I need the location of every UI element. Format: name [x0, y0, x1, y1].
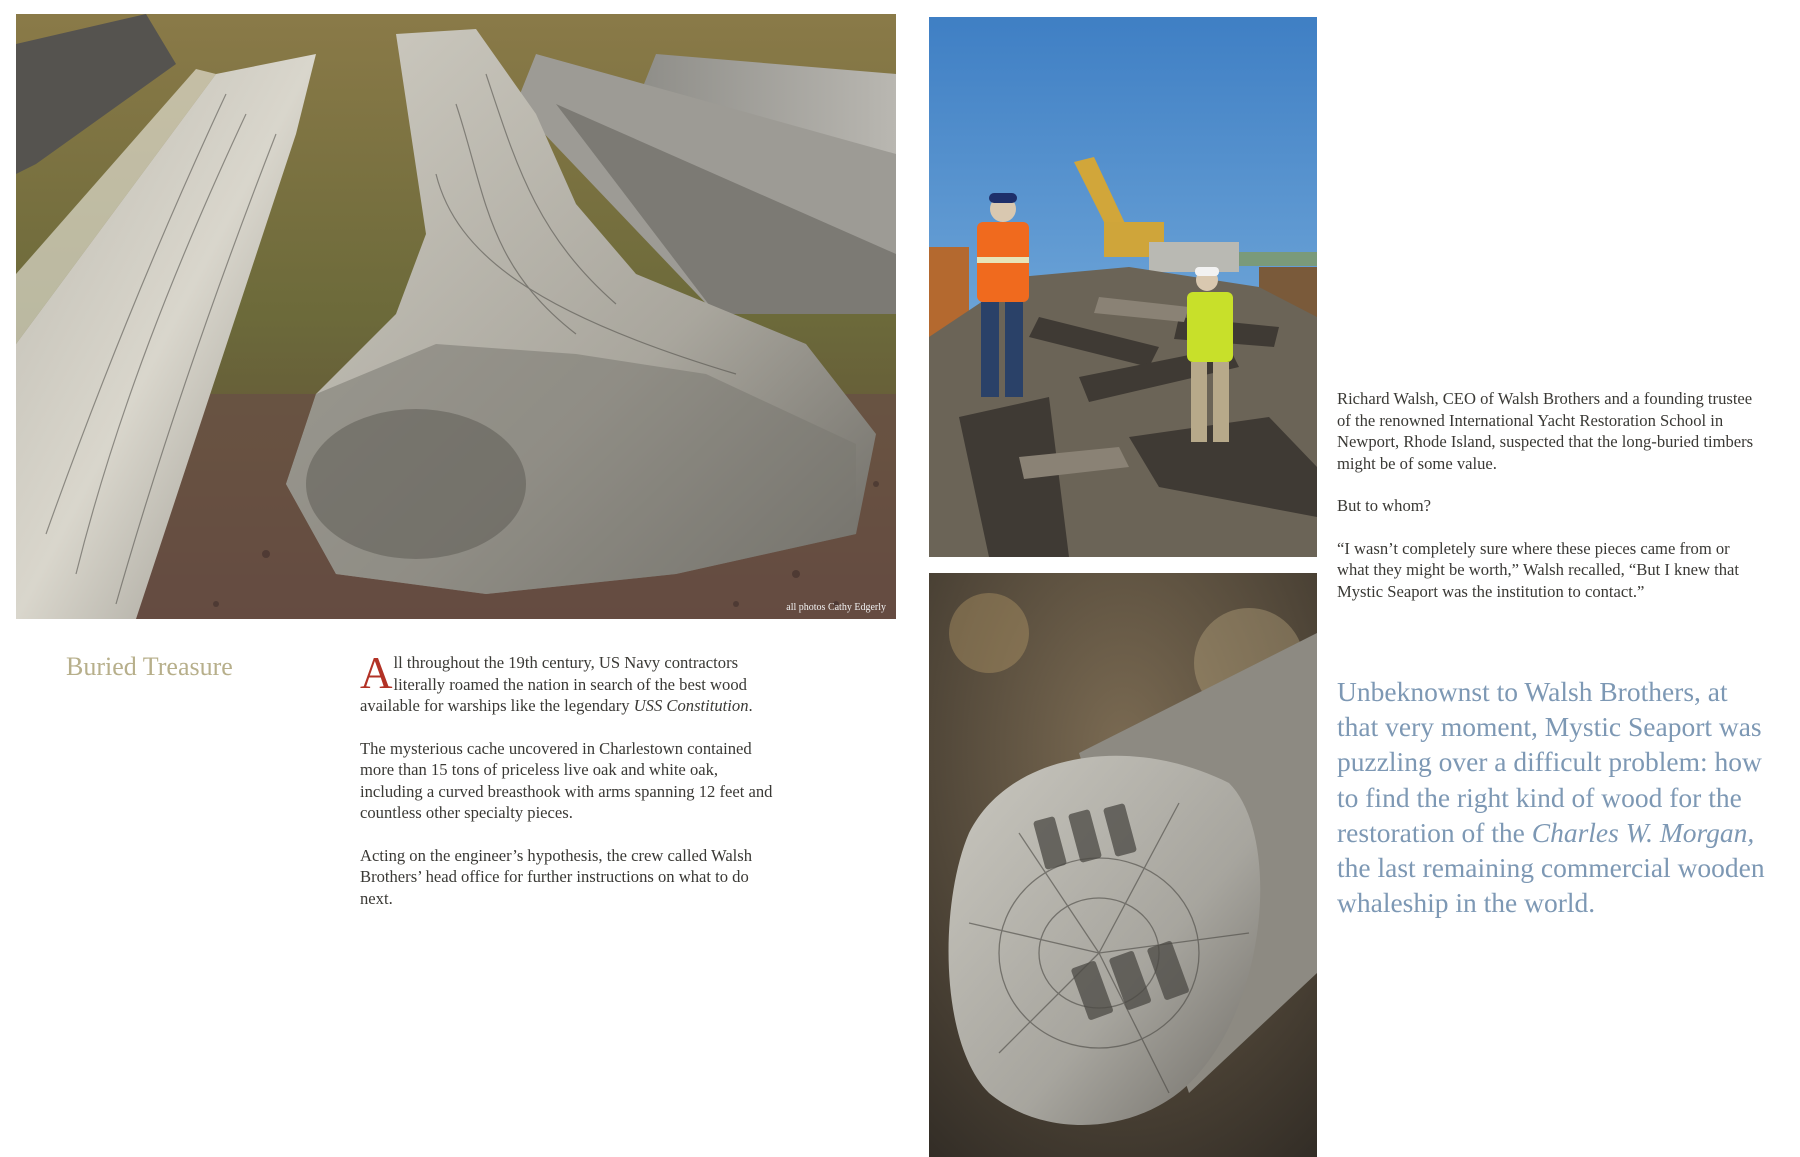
- pull-quote: [1337, 674, 1767, 920]
- paragraph-quote: “I wasn’t completely sure where these pieces came from or what they might be worth,” Walsh recalled, “But I knew that Mystic Seaport was the institution to contact.”: [1337, 538, 1740, 601]
- right-article-column: [1337, 388, 1757, 623]
- pull-quote-end: the last remaining commercial wooden whaleship in the world.: [1337, 852, 1765, 919]
- timber-end-photo: [929, 573, 1317, 1157]
- pull-quote-ship: Charles W. Morgan,: [1531, 816, 1755, 848]
- intro-text: ll throughout the 19th century, US Navy contractors literally roamed the nation in search of the best wood available for warships like the legendary: [360, 653, 747, 715]
- paragraph-crew: Acting on the engineer’s hypothesis, the crew called Walsh Brothers’ head office for further instructions on what to do next.: [360, 845, 753, 908]
- timbers-photo: [16, 14, 896, 619]
- left-article-column: [360, 648, 780, 930]
- paragraph-intro: [360, 648, 780, 717]
- photo-credit: all photos Cathy Edgerly: [786, 602, 886, 613]
- drop-cap: A: [360, 648, 393, 698]
- section-heading: Buried Treasure: [66, 652, 233, 681]
- paragraph-cache: The mysterious cache uncovered in Charlestown contained more than 15 tons of priceless live oak and white oak, including a curved breasthook with arms spanning 12 feet and countless other specialty pieces.: [360, 738, 773, 822]
- timber-end-image: [929, 573, 1317, 1157]
- paragraph-question: But to whom?: [1337, 496, 1432, 515]
- excavation-site-photo: [929, 17, 1317, 557]
- ship-name: USS Constitution: [633, 696, 749, 715]
- excavation-image: [929, 17, 1317, 557]
- intro-end: .: [748, 696, 753, 715]
- paragraph-walsh: Richard Walsh, CEO of Walsh Brothers and a founding trustee of the renowned International Yacht Restoration School in Newport, Rhode Island, suspected that the long-buried timbers might be of some value.: [1337, 389, 1754, 473]
- pull-quote-text: Unbeknownst to Walsh Brothers, at that very moment, Mystic Seaport was puzzling over a difficult problem: how to find the right kind of wood for the restoration of the: [1337, 676, 1762, 848]
- timbers-image: [16, 14, 896, 619]
